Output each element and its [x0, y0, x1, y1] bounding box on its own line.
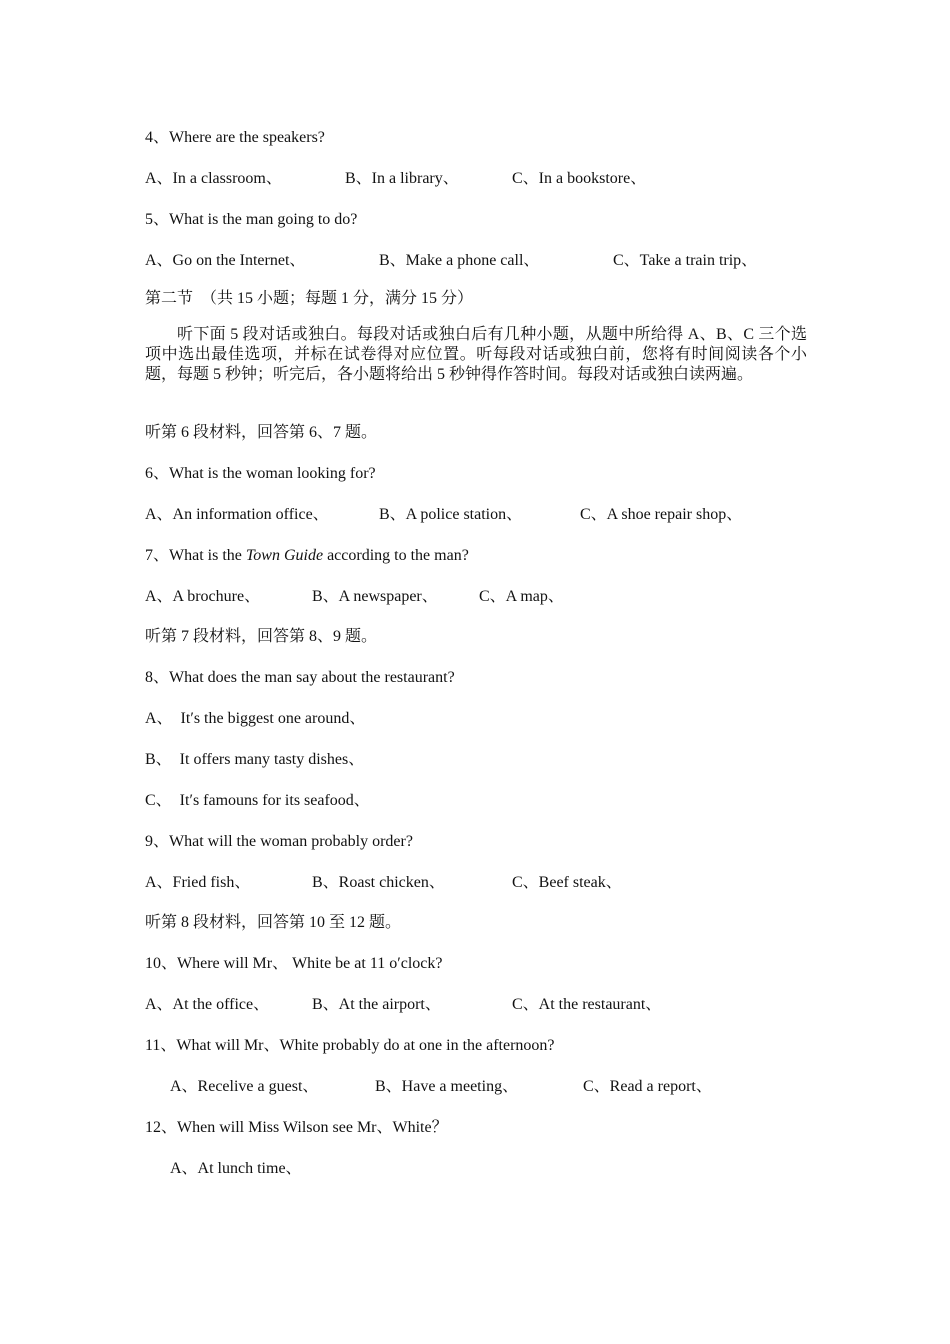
- material-8-note: 听第 8 段材料，回答第 10 至 12 题。: [145, 914, 402, 931]
- question-11: 11、What will Mr、White probably do at one in the afternoon?: [145, 1037, 555, 1054]
- q4-option-a: A、In a classroom、: [145, 170, 282, 187]
- section-2-instructions: 听下面 5 段对话或独白。每段对话或独白后有几种小题，从题中所给得 A、B、C 三个选项中选出最佳选项，并标在试卷得对应位置。听每段对话或独白前，您将有时间阅读各个小题，每题 5 秒钟；听完后，各小题将给出 5 秒钟得作答时间。每段对话或独白读两遍。: [145, 326, 807, 383]
- q7-option-b: B、A newspaper、: [312, 588, 438, 605]
- q7-text-suffix: according to the man?: [323, 547, 469, 564]
- q5-option-c: C、Take a train trip、: [613, 252, 758, 269]
- question-10: 10、Where will Mr、 White be at 11 o′clock?: [145, 955, 443, 972]
- section-2-heading: 第二节 （共 15 小题；每题 1 分，满分 15 分）: [145, 290, 474, 307]
- q11-option-a: A、Recelive a guest、: [170, 1078, 319, 1095]
- q10-option-c: C、At the restaurant、: [512, 996, 662, 1013]
- q11-option-b: B、Have a meeting、: [375, 1078, 519, 1095]
- q11-option-c: C、Read a report、: [583, 1078, 712, 1095]
- question-4: 4、Where are the speakers?: [145, 129, 325, 146]
- q10-option-a: A、At the office、: [145, 996, 270, 1013]
- q4-option-b: B、In a library、: [345, 170, 459, 187]
- q9-option-a: A、Fried fish、: [145, 874, 251, 891]
- question-7: [145, 546, 469, 566]
- q10-option-b: B、At the airport、: [312, 996, 441, 1013]
- q8-option-a: A、 It′s the biggest one around、: [145, 710, 366, 727]
- q9-option-c: C、Beef steak、: [512, 874, 622, 891]
- question-12: 12、When will Miss Wilson see Mr、White？: [145, 1119, 448, 1136]
- question-5: 5、What is the man going to do?: [145, 211, 358, 228]
- q6-option-c: C、A shoe repair shop、: [580, 506, 743, 523]
- q7-option-c: C、A map、: [479, 588, 564, 605]
- q9-option-b: B、Roast chicken、: [312, 874, 445, 891]
- q6-option-a: A、An information office、: [145, 506, 329, 523]
- q7-option-a: A、A brochure、: [145, 588, 261, 605]
- q8-option-c: C、 It′s famouns for its seafood、: [145, 792, 370, 809]
- q12-option-a: A、At lunch time、: [170, 1160, 302, 1177]
- q5-option-b: B、Make a phone call、: [379, 252, 540, 269]
- q6-option-b: B、A police station、: [379, 506, 523, 523]
- question-8: 8、What does the man say about the restaurant?: [145, 669, 455, 686]
- q4-option-c: C、In a bookstore、: [512, 170, 647, 187]
- question-6: 6、What is the woman looking for?: [145, 465, 376, 482]
- q7-title-italic: Town Guide: [245, 547, 324, 564]
- material-7-note: 听第 7 段材料，回答第 8、9 题。: [145, 628, 378, 645]
- q5-option-a: A、Go on the Internet、: [145, 252, 306, 269]
- q7-text-prefix: 7、What is the: [145, 547, 246, 564]
- question-9: 9、What will the woman probably order?: [145, 833, 413, 850]
- material-6-note: 听第 6 段材料，回答第 6、7 题。: [145, 424, 378, 441]
- q8-option-b: B、 It offers many tasty dishes、: [145, 751, 365, 768]
